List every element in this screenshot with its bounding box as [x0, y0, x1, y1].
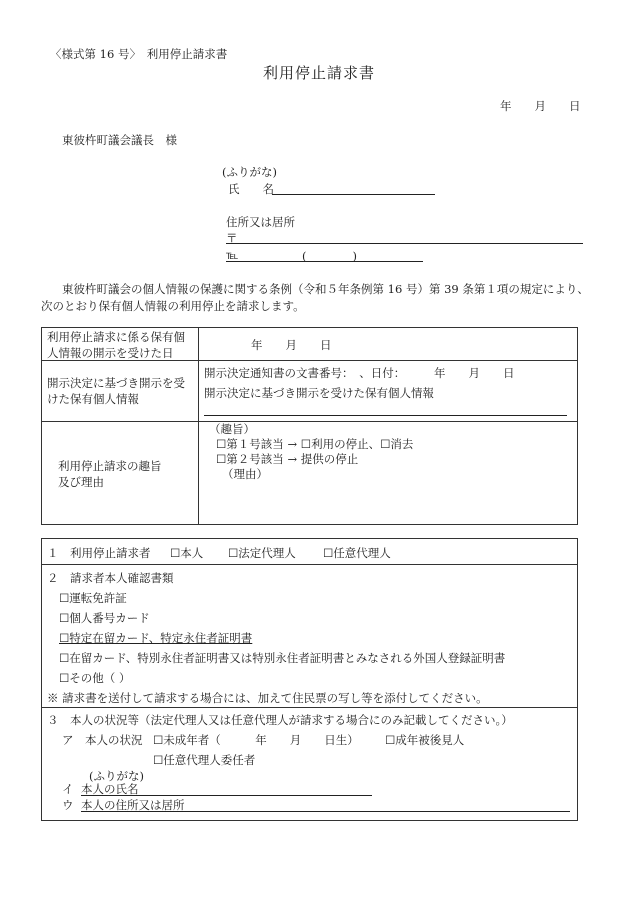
notice-doc-number[interactable]: 開示決定通知書の文書番号： 、日付： 年 月 日 — [204, 366, 515, 380]
principal-name-marker: イ — [62, 782, 74, 796]
mail-note: ※ 請求書を送付して請求する場合には、加えて住民票の写し等を添付してください。 — [47, 691, 488, 705]
principal-address-field[interactable] — [81, 811, 570, 812]
applicant-address-label: 住所又は居所 — [226, 215, 295, 229]
addressee: 東彼杵町議会議長 様 — [62, 133, 177, 147]
intro-line-1: 東彼杵町議会の個人情報の保護に関する条例（令和５年条例第 16 号）第 39 条第１項の規定により、 — [62, 282, 589, 296]
principal-address-marker: ウ — [62, 798, 74, 812]
date-line: 年 月 日 — [500, 99, 581, 113]
minor-checkbox[interactable]: ☐未成年者（ 年 月 日生） — [153, 733, 359, 747]
purpose-option-1[interactable]: ☐第１号該当 → ☐利用の停止、☐消去 — [216, 437, 414, 451]
principal-condition-label: ア 本人の状況 — [62, 733, 143, 747]
section-divider — [41, 564, 577, 565]
applicant-furigana-label: (ふりがな) — [222, 165, 277, 179]
postal-mark: 〒 — [226, 231, 238, 245]
id-doc-drivers-license[interactable]: ☐運転免許証 — [59, 591, 127, 605]
form-number: 〈様式第 16 号〉 利用停止請求書 — [50, 47, 228, 61]
principal-name-label: 本人の氏名 — [81, 782, 139, 796]
id-docs-label: ２ 請求者本人確認書類 — [47, 571, 174, 585]
reason-label: （理由） — [222, 467, 268, 481]
tel-mark: ℡ — [226, 248, 239, 262]
disclosure-date-label: 利用停止請求に係る保有個 人情報の開示を受けた日 — [47, 330, 185, 360]
tel-parens: ( ) — [302, 249, 357, 263]
disclosure-date-value[interactable]: 年 月 日 — [251, 338, 332, 352]
requester-type-label: １ 利用停止請求者 — [47, 546, 151, 560]
disclosed-info-caption: 開示決定に基づき開示を受けた保有個人情報 — [204, 386, 434, 400]
principal-address-label: 本人の住所又は居所 — [81, 798, 185, 812]
purpose-gist-label: （趣旨） — [209, 422, 255, 436]
principal-status-label: ３ 本人の状況等（法定代理人又は任意代理人が請求する場合にのみ記載してください。） — [47, 713, 513, 727]
applicant-name-label: 氏 名 — [228, 182, 274, 196]
table-row-divider — [41, 421, 577, 422]
intro-line-2: 次のとおり保有個人情報の利用停止を請求します。 — [41, 299, 305, 313]
id-doc-residence-card[interactable]: ☐在留カード、特別永住者証明書又は特別永住者証明書とみなされる外国人登録証明書 — [59, 651, 506, 665]
requester-voluntary-agent-checkbox[interactable]: ☐任意代理人 — [323, 546, 391, 560]
disclosed-info-label: 開示決定に基づき開示を受 けた保有個人情報 — [47, 376, 185, 406]
id-doc-my-number-card[interactable]: ☐個人番号カード — [59, 611, 150, 625]
section-divider — [41, 707, 577, 708]
purpose-option-2[interactable]: ☐第２号該当 → 提供の停止 — [216, 452, 359, 466]
applicant-tel-field[interactable] — [226, 261, 423, 262]
requester-legal-agent-checkbox[interactable]: ☐法定代理人 — [228, 546, 296, 560]
principal-furigana-label: (ふりがな) — [89, 769, 144, 783]
applicant-name-field[interactable] — [272, 194, 435, 195]
requester-self-checkbox[interactable]: ☐本人 — [170, 546, 204, 560]
id-doc-special-residence-card[interactable]: ☐特定在留カード、特定永住者証明書 — [59, 631, 253, 645]
table-divider — [198, 327, 199, 524]
purpose-reason-label: 利用停止請求の趣旨 及び理由 — [58, 459, 162, 489]
disclosed-info-field[interactable] — [204, 415, 567, 416]
page-title: 利用停止請求書 — [263, 64, 376, 82]
adult-ward-checkbox[interactable]: ☐成年被後見人 — [385, 733, 465, 747]
applicant-address-field[interactable] — [226, 243, 583, 244]
principal-name-field[interactable] — [81, 795, 372, 796]
id-doc-other[interactable]: ☐その他（ ） — [59, 671, 131, 685]
voluntary-principal-checkbox[interactable]: ☐任意代理人委任者 — [153, 753, 256, 767]
